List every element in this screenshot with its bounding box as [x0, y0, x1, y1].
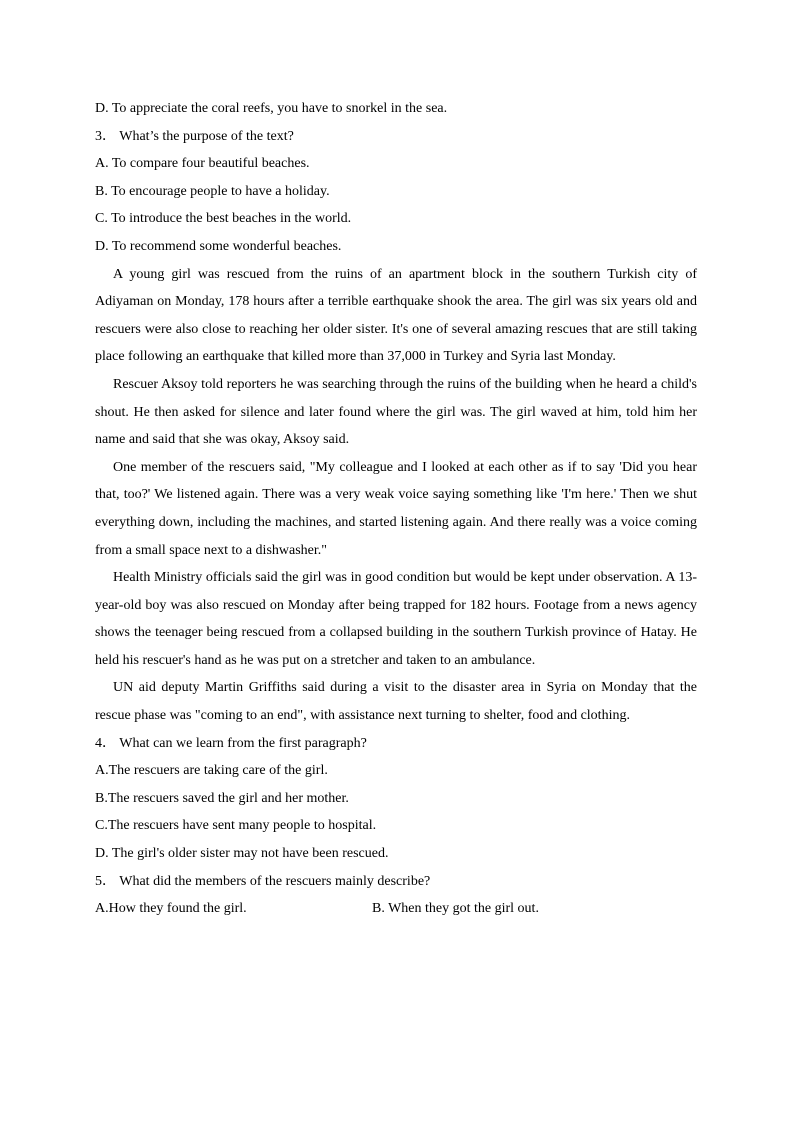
- q3-option-c: C. To introduce the best beaches in the world.: [95, 211, 352, 227]
- q4-option-d: D. The girl's older sister may not have been rescued.: [95, 846, 389, 862]
- q4-option-c: C.The rescuers have sent many people to hospital.: [95, 818, 377, 834]
- passage-paragraph-1: A young girl was rescued from the ruins of an apartment block in the southern Turkish city of Adiyaman on Monday, 178 hours after a terrible earthquake shook the area. The girl was six years old and rescuers were also close to reaching her older sister. It's one of several amazing rescues that are still taking place following an earthquake that killed more than 37,000 in Turkey and Syria last Monday.: [95, 266, 697, 365]
- passage-paragraph-4: Health Ministry officials said the girl was in good condition but would be kept under observation. A 13-year-old boy was also rescued on Monday after being trapped for 182 hours. Footage from a news agency shows the teenager being rescued from a collapsed building in the southern Turkish province of Hatay. He held his rescuer's hand as he was put on a stretcher and taken to an ambulance.: [95, 570, 697, 668]
- q4-stem: 4． What can we learn from the first paragraph?: [95, 735, 367, 751]
- q3-option-a: A. To compare four beautiful beaches.: [95, 156, 310, 172]
- passage-paragraph-2: Rescuer Aksoy told reporters he was searching through the ruins of the building when he heard a child's shout. He then asked for silence and later found where the girl was. The girl waved at him, told him her name and said that she was okay, Aksoy said.: [95, 376, 697, 448]
- q3-option-b: B. To encourage people to have a holiday.: [95, 183, 330, 199]
- q4-option-a: A.The rescuers are taking care of the girl.: [95, 763, 328, 779]
- q5-option-b: B. When they got the girl out.: [372, 901, 539, 917]
- q5-stem: 5． What did the members of the rescuers mainly describe?: [95, 873, 431, 889]
- q2-option-d: D. To appreciate the coral reefs, you have to snorkel in the sea.: [95, 101, 448, 116]
- q3-option-d: D. To recommend some wonderful beaches.: [95, 238, 342, 254]
- q4-option-b: B.The rescuers saved the girl and her mother.: [95, 790, 349, 806]
- passage-paragraph-3: One member of the rescuers said, "My colleague and I looked at each other as if to say 'Did you hear that, too?' We listened again. There was a very weak voice saying something like 'I'm here.' Then we shut everything down, including the machines, and started listening again. And there really was a voice coming from a small space next to a dishwasher.": [95, 459, 697, 558]
- passage-paragraph-5: UN aid deputy Martin Griffiths said during a visit to the disaster area in Syria on Monday that the rescue phase was "coming to an end", with assistance next turning to shelter, food and clothing.: [95, 680, 697, 724]
- q5-option-a: A.How they found the girl.: [95, 901, 247, 917]
- q3-stem: 3． What’s the purpose of the text?: [95, 128, 294, 144]
- document-page: [95, 95, 697, 923]
- q5-options-row: [95, 895, 697, 923]
